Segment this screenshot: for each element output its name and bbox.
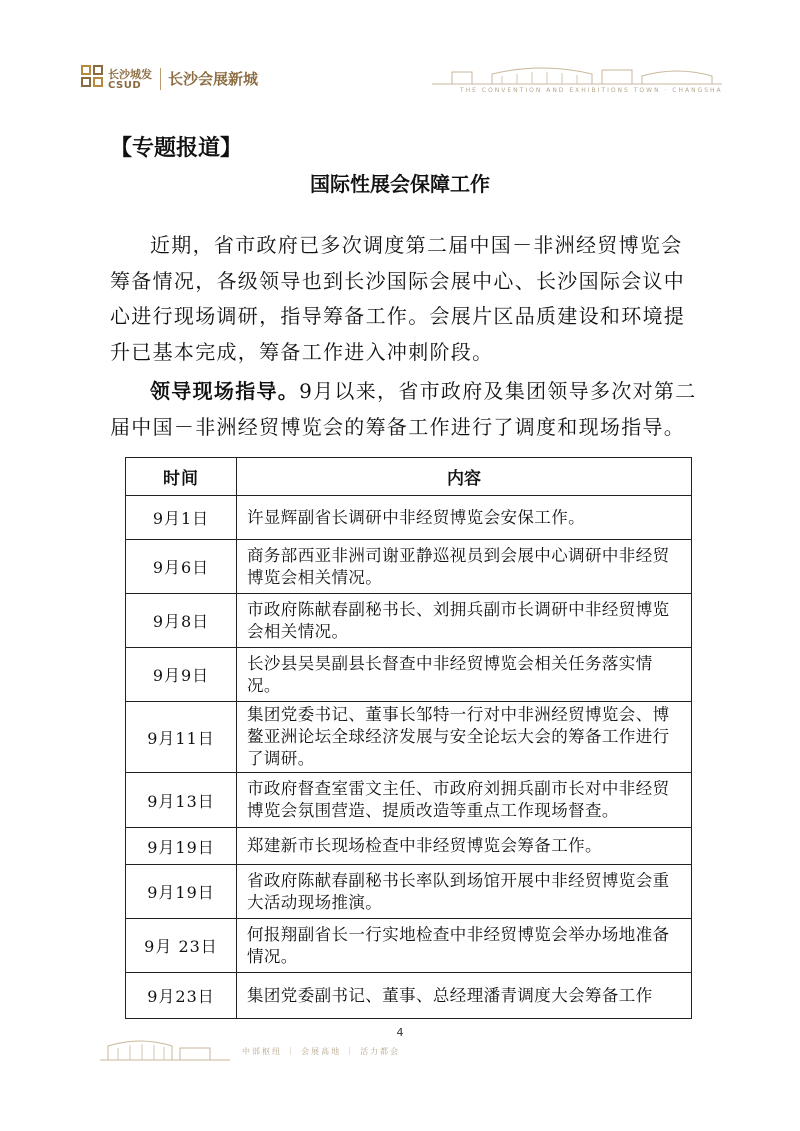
table-row	[126, 648, 692, 702]
brand-title: 长沙会展新城	[168, 70, 259, 88]
table-row	[126, 828, 692, 865]
table-row	[126, 919, 692, 973]
footer-skyline-icon	[100, 1036, 230, 1062]
brand-divider	[160, 68, 161, 90]
row-date: 9月13日	[126, 773, 237, 828]
table-row	[126, 865, 692, 919]
paragraph-leadership	[110, 374, 700, 445]
paragraph-body: 9月以来，省市政府及集团领导多次对第二届中国－非洲经贸博览会的筹备工作进行了调度和现场指导。	[110, 379, 697, 439]
table-row	[126, 540, 692, 594]
row-content: 省政府陈献春副秘书长率队到场馆开展中非经贸博览会重大活动现场推演。	[237, 865, 692, 919]
footer-slogan: 中部枢纽 ｜ 会展高地 ｜ 活力都会	[242, 1047, 401, 1056]
row-date: 9月19日	[126, 865, 237, 919]
row-date: 9月11日	[126, 702, 237, 773]
table-row	[126, 773, 692, 828]
csud-logo-icon	[80, 64, 104, 90]
article-title: 国际性展会保障工作	[310, 172, 490, 196]
paragraph-lead: 领导现场指导。	[150, 379, 300, 403]
convention-center-skyline-icon	[432, 62, 722, 88]
row-date: 9月23日	[126, 973, 237, 1019]
row-content: 何报翔副省长一行实地检查中非经贸博览会举办场地准备情况。	[237, 919, 692, 973]
brand-name-cn: 长沙城发	[108, 68, 152, 81]
page-footer	[100, 1036, 700, 1066]
row-date: 9月 23日	[126, 919, 237, 973]
table-row	[126, 973, 692, 1019]
row-content: 市政府督查室雷文主任、市政府刘拥兵副市长对中非经贸博览会氛围营造、提质改造等重点工作现场督查。	[237, 773, 692, 828]
row-content: 商务部西亚非洲司谢亚静巡视员到会展中心调研中非经贸博览会相关情况。	[237, 540, 692, 594]
row-content: 郑建新市长现场检查中非经贸博览会筹备工作。	[237, 828, 692, 865]
header-date: 时间	[126, 458, 237, 496]
page-number: 4	[396, 1026, 404, 1039]
row-content: 长沙县吴昊副县长督查中非经贸博览会相关任务落实情况。	[237, 648, 692, 702]
row-content: 市政府陈献春副秘书长、刘拥兵副市长调研中非经贸博览会相关情况。	[237, 594, 692, 648]
row-date: 9月9日	[126, 648, 237, 702]
header-tagline: THE CONVENTION AND EXHIBITIONS TOWN · CHANGSHA	[460, 87, 723, 94]
table-row	[126, 496, 692, 540]
table-row	[126, 594, 692, 648]
row-date: 9月8日	[126, 594, 237, 648]
page-header	[80, 62, 723, 102]
header-content: 内容	[237, 458, 692, 496]
brand-name-en: CSUD	[108, 80, 142, 91]
paragraph-intro: 近期，省市政府已多次调度第二届中国－非洲经贸博览会筹备情况，各级领导也到长沙国际会展中心、长沙国际会议中心进行现场调研，指导筹备工作。会展片区品质建设和环境提升已基本完成，筹备工作进入冲刺阶段。	[110, 233, 686, 364]
row-content: 集团党委书记、董事长邹特一行对中非洲经贸博览会、博鳌亚洲论坛全球经济发展与安全论坛大会的筹备工作进行了调研。	[237, 702, 692, 773]
table-row	[126, 702, 692, 773]
table-header-row	[126, 458, 692, 496]
row-content: 集团党委副书记、董事、总经理潘青调度大会筹备工作	[237, 973, 692, 1019]
schedule-table	[125, 457, 692, 1019]
row-date: 9月19日	[126, 828, 237, 865]
row-date: 9月1日	[126, 496, 237, 540]
row-date: 9月6日	[126, 540, 237, 594]
row-content: 许显辉副省长调研中非经贸博览会安保工作。	[237, 496, 692, 540]
section-tag: 【专题报道】	[110, 136, 243, 161]
